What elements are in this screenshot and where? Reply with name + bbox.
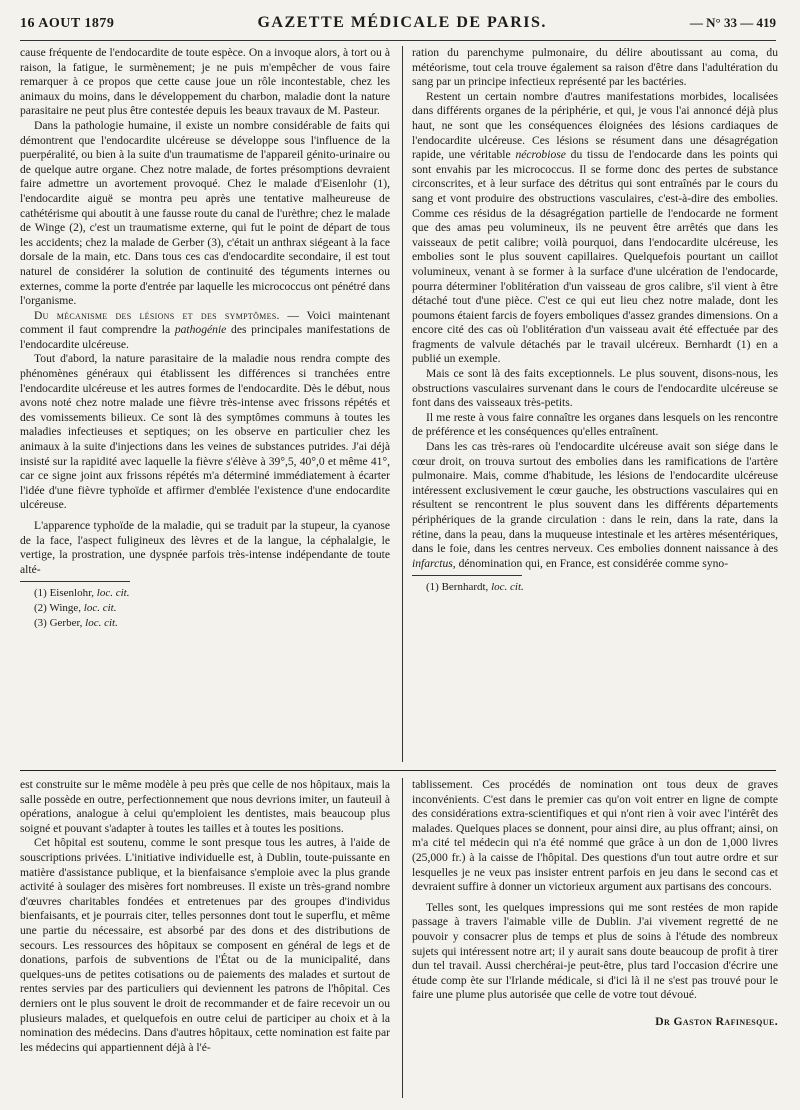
paragraph: Il me reste à vous faire connaître les organes dans lesquels on les rencontre de préférence et les conséquences qu'elles entraînent.: [412, 410, 778, 439]
footnote-number: (3) Gerber,: [34, 617, 86, 630]
header-rule: [20, 40, 776, 41]
paragraph: L'apparence typhoïde de la maladie, qui se traduit par la stupeur, la cyanose de la face, l'aspect fuligineux des lèvres et de la langue, la céphalalgie, le vertige, la prostration, une dyspnée parfois très-intense indépendante de toute alté-: [20, 519, 390, 576]
text-run: du tissu de l'endocarde dans les points qui sont envahis par les micrococcus. Il se forme donc des pertes de substance circonscrites, et à leur surface des détritus qui sont entraînés par le cours du sang et vont produire des obstructions vasculaires, c'est-à-dire des embolies. Comme ces résidus de la désagrégation partielle de l'endocarde ne forment que des amas peu volumineux, ils ne peuvent être arrêtés que dans les vaisseaux de petit calibre; voilà pourquoi, dans l'endocardite ulcéreuse, les embolies sont le plus souvent capillaires. Quelquefois pourtant un caillot volumineux, venant à se former à la surface d'une ulcération de l'endocarde, pourra déterminer l'oblitération d'un vaisseau de gros calibre, s'il vient à être détaché tout d'une pièce. C'est ce qui eut lieu chez notre malade, dont les poumons étaient farcis de foyers emboliques d'assez grandes dimensions. On a encore cité des cas où l'oblitération d'un vaisseau avait été effectuée par des fragments de valvule détachés par le travail ulcéreux. Bernhardt (1) en a publié un exemple.: [412, 148, 778, 366]
paragraph: [412, 90, 778, 367]
footnote-ref: loc. cit.: [85, 617, 118, 630]
text-run: Dans les cas très-rares où l'endocardite ulcéreuse avait son siége dans le cœur droit, on trouva surtout des embolies dans les ramifications de l'artère pulmonaire. Mais, comme d'habitude, les lésions de l'endocardite ulcéreuse intéressent exclusivement le cœur gauche, les obstructions vasculaires qui en résultent se rencontrent le plus souvent dans les différents départements périphériques de la grande circulation : dans le rein, dans la rate, dans la rétine, dans la peau, dans la muqueuse intestinale et les artères mésentériques, dans le foie, dans les centres nerveux. Ces embolies donnent naissance à des: [412, 440, 778, 556]
issue-date: 16 AOUT 1879: [20, 16, 115, 31]
text-run: Restent un certain nombre d'autres manifestations morbides, localisées dans différents organes de la périphérie, et qui, je vous l'ai annoncé déjà plus haut, ne sont que les conséquences éloignées des lésions cardiaques de l'endocardite ulcéreuse. Ces lésions se résument dans une désagrégation rapide, une véritable: [412, 89, 778, 162]
footnote-ref: loc. cit.: [96, 587, 130, 600]
paragraph: Telles sont, les quelques impressions qui me sont restées de mon rapide passage à travers l'aimable ville de Dublin. J'ai vivement regretté de ne pouvoir y consacrer plus de temps et plus de soins à l'étude des nombreux sujets qui intéressent notre art; il y aurait sans doute beaucoup de profit à tirer dun tel travail. Aussi cherchérai-je peut-être, plus tard l'occasion d'écrire une étude comp ète sur l'Irlande médicale, si d'ici là il ne s'est pas trouvé pour le faire une plume plus autorisée que celle de votre tout dévoué.: [412, 900, 778, 1002]
text-run: , dénomination qui, en France, est considérée comme syno-: [452, 556, 729, 570]
emphasis: infarctus: [412, 556, 453, 570]
text-run: des principales manifestations de l'endocardite ulcéreuse.: [20, 323, 390, 351]
paragraph: Cet hôpital est soutenu, comme le sont presque tous les autres, à l'aide de souscriptions privées. L'initiative individuelle est, à Dublin, toute-puissante en matière d'assistance publique, et la bienfaisance s'emploie avec la plus grande activité à soulager des misères fort nombreuses. Il existe un très-grand nombre d'œuvres charitables fondées et entretenues par des groupes d'individus bienfaisants, et je pourrais citer, telles personnes dont tout le superflu, et même une partie du nécessaire, est absorbé par des dons et des distributions de secours. Les ressources des hôpitaux se composent en général de legs et de donations, parfois de subventions de l'État ou de la municipalité, dans quelques-uns de petites cotisations ou de paiements des malades et surtout de rentes servies par des particuliers qui deviennent les patrons de l'hôpital. Ces derniers ont le plus souvent le droit de recommander et de faire recevoir un ou plusieurs malades, et quelquefois en outre celui de participer au choix et à la nomination des médecins. Dans d'autres hôpitaux, cette nomination est faite par les médecins qui appartiennent déjà à l'é-: [20, 836, 390, 1054]
author-signature: [412, 1015, 778, 1030]
column-divider-bottom: [402, 778, 403, 1098]
footnote-number: (2) Winge,: [34, 602, 84, 615]
bottom-left-column: [20, 778, 390, 1098]
paragraph: tablissement. Ces procédés de nomination ont tous deux de graves inconvénients. C'est dans le premier cas qu'on voit entrer en ligne de compte des considérations extra-scientifiques et qui n'ont rien à voir avec l'intérêt des malades. Quelques places se donnent, pour ainsi dire, au plus offrant; ainsi, on m'a cité tel médecin qui n'a été nommé que grâce à un don de 1,000 livres (25,000 fr.) à la caisse de l'hôpital. Des questions d'un tout autre ordre et sur lesquelles je ne veux pas insister entrent parfois en jeu dans le second cas et devraient suffire à donner un victorieux argument aux partisans des concours.: [412, 778, 778, 894]
paragraph: est construite sur le même modèle à peu près que celle de nos hôpitaux, mais la salle possède en outre, perfectionnement que nous devrions imiter, un fauteuil à opérations, analogue à celui qu'emploient les dentistes, mais beaucoup plus soigné et pouvant s'adapter à toutes les tailles et à toutes les positions.: [20, 778, 390, 835]
footnote: [34, 586, 390, 601]
paragraph: Mais ce sont là des faits exceptionnels. Le plus souvent, disons-nous, les obstructions vasculaires survenant dans le cours de l'endocardite ulcéreuse se font dans des vaisseaux très-petits.: [412, 367, 778, 410]
footnote: [34, 616, 390, 631]
emphasis: pathogénie: [174, 323, 227, 337]
footnote-number: (1) Eisenlohr,: [34, 587, 97, 600]
footnote: [426, 580, 778, 595]
section-divider: [20, 770, 776, 771]
paragraph: [412, 440, 778, 571]
page-header: [20, 14, 776, 38]
paragraph: Tout d'abord, la nature parasitaire de la maladie nous rendra compte des phénomènes généraux qui établissent les différences si tranchées entre l'endocardite ulcéreuse et les autres formes de l'endocardite. Dès le début, nous avons noté chez notre malade une fièvre très-intense avec frissons répétés et des vomissements bilieux. Ce sont là des symptômes communs à toutes les maladies infectieuses et septiques; on les observe en particulier chez les animaux à la suite d'injections dans les veines de substances putrides. J'ai déjà insisté sur la rapidité avec laquelle la fièvre s'élève à 39°,5, 40°,0 et même 41°, car ce signe joint aux frissons répétés m'a déterminé immédiatement à écarter l'idée d'une fièvre typhoïde et affirmer d'emblée l'existence d'une endocardite ulcéreuse.: [20, 352, 390, 512]
footnote: [34, 601, 390, 616]
footnote-number: (1) Bernhardt,: [426, 581, 492, 594]
footnotes: [20, 586, 390, 631]
signature-text: Dr Gaston Rafinesque.: [655, 1014, 778, 1028]
footnotes: [412, 580, 778, 595]
footnote-ref: loc. cit.: [83, 602, 117, 615]
paragraph: ration du parenchyme pulmonaire, du délire aboutissant au coma, du météorisme, tout cela trouve également sa raison d'être dans l'adultération du sang par un principe infectieux représenté par les bactéries.: [412, 46, 778, 89]
text-run: — Voici maintenant comment il faut comprendre la: [20, 308, 390, 337]
top-left-column: [20, 46, 390, 762]
footnote-ref: loc. cit.: [491, 581, 524, 594]
footnote-rule: [412, 575, 522, 576]
column-divider-top: [402, 46, 403, 762]
journal-title: GAZETTE MÉDICALE DE PARIS.: [257, 14, 547, 31]
top-right-column: [412, 46, 778, 762]
footnote-rule: [20, 581, 130, 582]
paragraph: Dans la pathologie humaine, il existe un nombre considérable de faits qui démontrent que l'endocardite ulcéreuse se développe sous l'influence de la puerpéralité, ou bien à la suite d'un traumatisme de l'appareil génito-urinaire ou de quelque autre organe. Chez notre malade, de fortes présomptions devraient faire admettre un avortement provoqué. Chez le malade d'Eisenlohr (1), l'endocardite aiguë se montra peu après une tentative malheureuse de cathétérisme qui aboutit à une fausse route du canal de l'urèthre; chez le malade de Winge (2), c'est un traumatisme externe, qui fut le point de départ de tous les accidents; chez la malade de Gerber (3), c'était un anthrax siégeant à la face dorsale de la main, etc. Dans tous ces cas d'endocardite secondaire, il est tout naturel de considérer la solution de continuité des téguments internes ou externes, comme la porte d'entrée par laquelle les micrococcus ont pénétré dans l'organisme.: [20, 118, 390, 308]
emphasis: nécrobiose: [515, 148, 566, 162]
section-paragraph: [20, 309, 390, 353]
paragraph: cause fréquente de l'endocardite de toute espèce. On a invoque alors, à tort ou à raison, la fatigue, le surmènement; je ne puis m'empêcher de vous faire remarquer à ce propos que cette cause joue un rôle incontestable, chez les animaux du moins, dans le développement du charbon, maladie dont la nature parasitaire ne peut plus être contestée depuis les beaux travaux de M. Pasteur.: [20, 46, 390, 118]
issue-number: — N° 33 — 419: [689, 15, 776, 30]
bottom-right-column: [412, 778, 778, 1098]
section-heading: Du mécanisme des lésions et des symptômes.: [34, 308, 280, 322]
